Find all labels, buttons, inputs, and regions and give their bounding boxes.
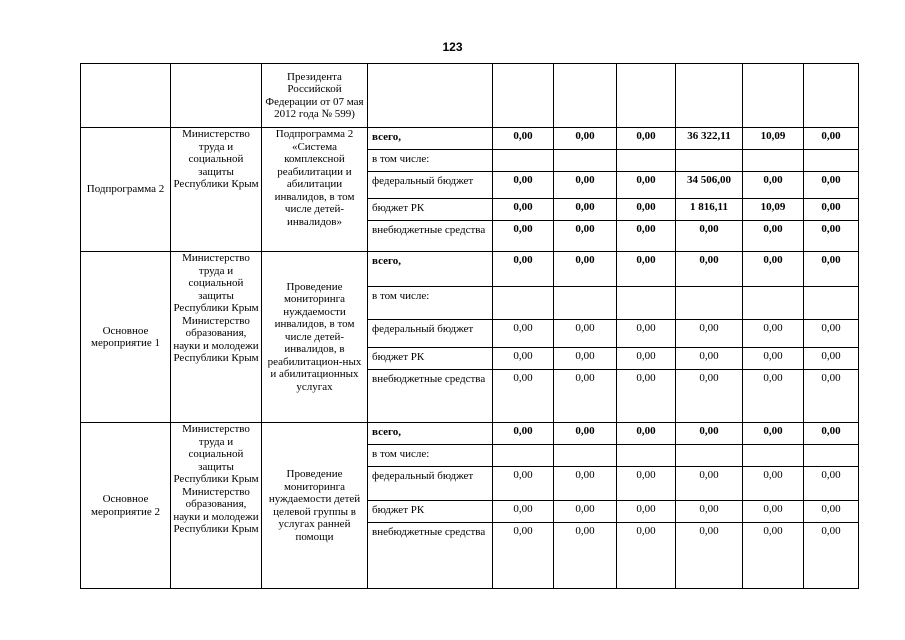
amount-cell (554, 445, 617, 467)
amount-cell (804, 150, 859, 172)
amount-cell: 0,00 (743, 172, 804, 199)
funding-source-cell: всего, (368, 252, 493, 287)
amount-cell: 0,00 (743, 252, 804, 287)
amount-cell: 0,00 (743, 467, 804, 501)
continuation-row (81, 64, 859, 128)
amount-cell: 0,00 (493, 348, 554, 370)
amount-cell: 0,00 (554, 221, 617, 252)
amount-cell: 0,00 (493, 221, 554, 252)
amount-cell: 0,00 (554, 501, 617, 523)
amount-cell (617, 287, 676, 320)
amount-cell: 0,00 (676, 467, 743, 501)
amount-cell: 0,00 (743, 320, 804, 348)
amount-cell (676, 287, 743, 320)
funding-source-cell: бюджет РК (368, 348, 493, 370)
table-cell (617, 64, 676, 128)
measure-title-cell: Проведение мониторинга нуждаемости детей целевой группы в услугах ранней помощи (262, 423, 368, 589)
funding-source-cell: в том числе: (368, 287, 493, 320)
funding-source-cell: бюджет РК (368, 199, 493, 221)
amount-cell: 0,00 (554, 370, 617, 423)
amount-cell (804, 287, 859, 320)
table-body (81, 64, 859, 589)
funding-source-cell: в том числе: (368, 150, 493, 172)
amount-cell: 0,00 (804, 348, 859, 370)
amount-cell (743, 150, 804, 172)
responsible-cell: Министерство труда и социальной защиты Республики Крым (171, 128, 262, 252)
table-row (81, 423, 859, 445)
amount-cell: 0,00 (804, 320, 859, 348)
amount-cell: 0,00 (493, 252, 554, 287)
amount-cell: 0,00 (804, 467, 859, 501)
table-cell (554, 64, 617, 128)
amount-cell: 0,00 (617, 199, 676, 221)
amount-cell: 0,00 (493, 199, 554, 221)
amount-cell: 0,00 (676, 370, 743, 423)
amount-cell: 0,00 (804, 199, 859, 221)
table-cell (676, 64, 743, 128)
amount-cell (493, 445, 554, 467)
funding-source-cell: внебюджетные средства (368, 221, 493, 252)
responsible-cell: Министерство труда и социальной защиты Республики Крым Министерство образования, науки и молодежи Республики Крым (171, 252, 262, 423)
responsible-cell: Министерство труда и социальной защиты Республики Крым Министерство образования, науки и молодежи Республики Крым (171, 423, 262, 589)
amount-cell: 0,00 (676, 523, 743, 589)
table-row (81, 252, 859, 287)
amount-cell: 0,00 (554, 523, 617, 589)
program-text-cell: Президента Российской Федерации от 07 мая 2012 года № 599) (262, 64, 368, 128)
amount-cell: 1 816,11 (676, 199, 743, 221)
amount-cell: 0,00 (676, 348, 743, 370)
amount-cell (676, 445, 743, 467)
funding-source-cell: в том числе: (368, 445, 493, 467)
amount-cell: 0,00 (554, 320, 617, 348)
amount-cell (743, 445, 804, 467)
amount-cell (554, 150, 617, 172)
amount-cell: 0,00 (743, 423, 804, 445)
funding-source-cell: внебюджетные средства (368, 370, 493, 423)
amount-cell: 0,00 (743, 523, 804, 589)
amount-cell: 0,00 (617, 221, 676, 252)
funding-source-cell: федеральный бюджет (368, 320, 493, 348)
funding-source-cell: бюджет РК (368, 501, 493, 523)
amount-cell: 0,00 (804, 523, 859, 589)
table-cell (493, 64, 554, 128)
table-cell (804, 64, 859, 128)
amount-cell: 34 506,00 (676, 172, 743, 199)
table-cell (368, 64, 493, 128)
amount-cell: 36 322,11 (676, 128, 743, 150)
amount-cell: 0,00 (743, 348, 804, 370)
amount-cell: 0,00 (617, 128, 676, 150)
funding-table (80, 63, 859, 589)
amount-cell: 0,00 (554, 348, 617, 370)
amount-cell: 0,00 (493, 423, 554, 445)
amount-cell (743, 287, 804, 320)
amount-cell: 0,00 (493, 467, 554, 501)
amount-cell: 0,00 (743, 501, 804, 523)
table-row (81, 128, 859, 150)
amount-cell: 0,00 (676, 320, 743, 348)
amount-cell (493, 287, 554, 320)
amount-cell: 0,00 (554, 423, 617, 445)
amount-cell: 10,09 (743, 128, 804, 150)
amount-cell: 0,00 (493, 128, 554, 150)
amount-cell (804, 445, 859, 467)
amount-cell: 0,00 (617, 348, 676, 370)
section-name-cell: Основное мероприятие 1 (81, 252, 171, 423)
amount-cell: 0,00 (554, 199, 617, 221)
table-cell (171, 64, 262, 128)
amount-cell: 0,00 (617, 320, 676, 348)
amount-cell (676, 150, 743, 172)
amount-cell: 0,00 (554, 172, 617, 199)
amount-cell: 0,00 (804, 172, 859, 199)
page-number: 123 (442, 40, 463, 54)
amount-cell: 0,00 (676, 221, 743, 252)
amount-cell: 0,00 (743, 221, 804, 252)
funding-source-cell: всего, (368, 423, 493, 445)
amount-cell: 0,00 (617, 501, 676, 523)
amount-cell: 0,00 (554, 467, 617, 501)
section-name-cell: Основное мероприятие 2 (81, 423, 171, 589)
amount-cell: 0,00 (493, 370, 554, 423)
amount-cell: 0,00 (617, 523, 676, 589)
amount-cell: 0,00 (617, 252, 676, 287)
amount-cell (554, 287, 617, 320)
amount-cell: 0,00 (804, 252, 859, 287)
amount-cell: 0,00 (676, 252, 743, 287)
amount-cell: 0,00 (617, 172, 676, 199)
table-cell (743, 64, 804, 128)
amount-cell: 0,00 (804, 221, 859, 252)
amount-cell: 0,00 (617, 370, 676, 423)
amount-cell: 0,00 (493, 501, 554, 523)
amount-cell: 0,00 (676, 423, 743, 445)
amount-cell: 10,09 (743, 199, 804, 221)
amount-cell: 0,00 (804, 423, 859, 445)
amount-cell: 0,00 (676, 501, 743, 523)
table-cell (81, 64, 171, 128)
measure-title-cell: Подпрограмма 2 «Система комплексной реабилитации и абилитации инвалидов, в том числе детей-инвалидов» (262, 128, 368, 252)
amount-cell: 0,00 (493, 523, 554, 589)
amount-cell (617, 150, 676, 172)
funding-source-cell: всего, (368, 128, 493, 150)
measure-title-cell: Проведение мониторинга нуждаемости инвалидов, в том числе детей-инвалидов, в реабилитацион-ных и абилитационных услугах (262, 252, 368, 423)
amount-cell: 0,00 (493, 320, 554, 348)
amount-cell: 0,00 (493, 172, 554, 199)
amount-cell (617, 445, 676, 467)
amount-cell: 0,00 (804, 128, 859, 150)
amount-cell (493, 150, 554, 172)
funding-source-cell: внебюджетные средства (368, 523, 493, 589)
amount-cell: 0,00 (617, 467, 676, 501)
amount-cell: 0,00 (554, 252, 617, 287)
funding-source-cell: федеральный бюджет (368, 467, 493, 501)
section-name-cell: Подпрограмма 2 (81, 128, 171, 252)
funding-source-cell: федеральный бюджет (368, 172, 493, 199)
amount-cell: 0,00 (554, 128, 617, 150)
amount-cell: 0,00 (804, 370, 859, 423)
amount-cell: 0,00 (804, 501, 859, 523)
amount-cell: 0,00 (743, 370, 804, 423)
amount-cell: 0,00 (617, 423, 676, 445)
